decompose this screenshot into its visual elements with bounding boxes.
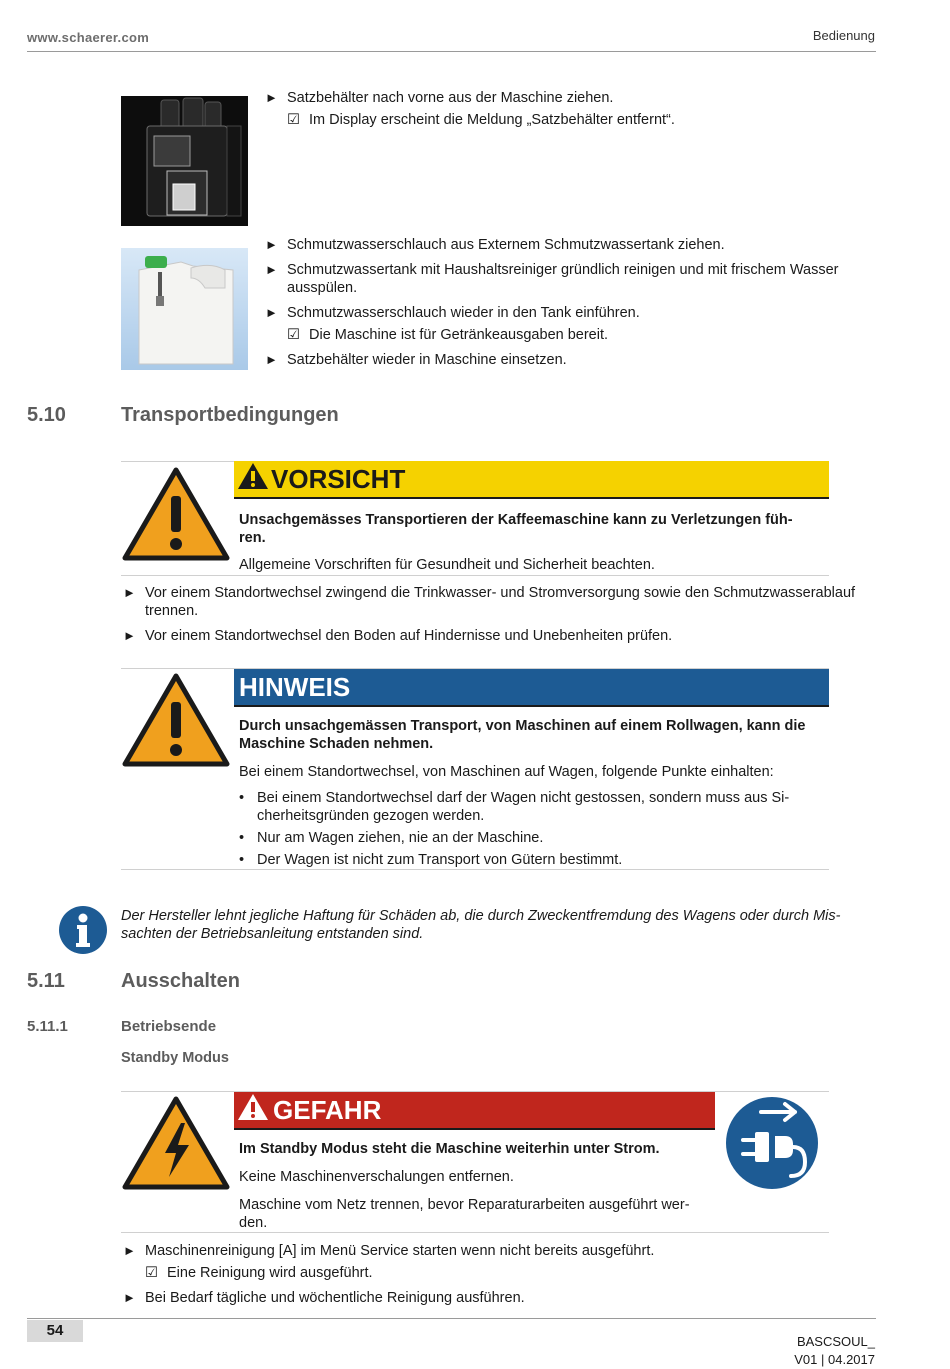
gefahr-bold-text: Im Standby Modus steht die Maschine weiterhin unter Strom. [239, 1141, 660, 1157]
section-title: Transportbedingungen [121, 404, 339, 426]
vorsicht-bold-text: Unsachgemässes Transportieren der Kaffeemaschine kann zu Verletzungen füh-ren. [239, 512, 793, 546]
gefahr-banner: GEFAHR [234, 1092, 715, 1130]
page-number: 54 [27, 1320, 83, 1342]
vorsicht-text: Allgemeine Vorschriften für Gesundheit und Sicherheit beachten. [239, 557, 655, 573]
step-arrow-icon: ► [123, 628, 136, 643]
header-url[interactable]: www.schaerer.com [27, 30, 150, 45]
hinweis-bold-text: Durch unsachgemässen Transport, von Maschinen auf einem Rollwagen, kann die Maschine Schaden nehmen. [239, 718, 806, 752]
document-id: BASCSOUL_ V01 | 04.2017 [794, 1334, 875, 1367]
canister-image [121, 248, 248, 370]
checkbox-icon: ☑ [145, 1265, 158, 1281]
box-bottom-rule [121, 575, 829, 576]
coffee-machine-image [121, 96, 248, 226]
checkbox-icon: ☑ [287, 112, 300, 128]
result-item: ☑ Die Maschine ist für Getränkeausgaben bereit. [287, 327, 609, 343]
checkbox-icon: ☑ [287, 327, 300, 343]
step-item: ► Satzbehälter wieder in Maschine einsetzen. [265, 352, 567, 368]
gefahr-text: Maschine vom Netz trennen, bevor Reparaturarbeiten ausgeführt wer-den. [239, 1197, 690, 1231]
step-item: ► Bei Bedarf tägliche und wöchentliche Reinigung ausführen. [123, 1290, 525, 1306]
info-icon [58, 905, 108, 955]
subheading: Standby Modus [121, 1050, 229, 1066]
step-item: ► Schmutzwasserschlauch aus Externem Schmutzwassertank ziehen. [265, 237, 725, 253]
gefahr-text: Keine Maschinenverschalungen entfernen. [239, 1169, 514, 1185]
step-arrow-icon: ► [265, 262, 278, 277]
subsection-title: Betriebsende [121, 1018, 217, 1035]
box-bottom-rule [121, 1232, 829, 1233]
footer-divider [27, 1318, 876, 1319]
result-item: ☑ Eine Reinigung wird ausgeführt. [145, 1265, 373, 1281]
hinweis-text: Bei einem Standortwechsel, von Maschinen auf Wagen, folgende Punkte einhalten: [239, 764, 774, 780]
step-arrow-icon: ► [123, 585, 136, 600]
bullet-item: • Der Wagen ist nicht zum Transport von Gütern bestimmt. [239, 852, 623, 868]
step-item: ► Vor einem Standortwechsel zwingend die Trinkwasser- und Stromversorgung sowie den Schmutzwasserablauf trennen. [123, 585, 856, 619]
danger-sign-icon [237, 1093, 273, 1128]
subsection-number: 5.11.1 [27, 1018, 68, 1035]
bullet-item: • Bei einem Standortwechsel darf der Wagen nicht gestossen, sondern muss aus Si-cherheitsgründen gezogen werden. [239, 790, 790, 824]
section-number: 5.11 [27, 970, 65, 992]
vorsicht-banner: VORSICHT [234, 461, 829, 499]
step-item: ► Satzbehälter nach vorne aus der Maschine ziehen. [265, 90, 614, 106]
header-section: Bedienung [812, 28, 875, 43]
step-arrow-icon: ► [265, 305, 278, 320]
warning-sign-icon [237, 462, 271, 497]
step-arrow-icon: ► [265, 90, 278, 105]
result-item: ☑ Im Display erscheint die Meldung „Satzbehälter entfernt“. [287, 112, 675, 128]
step-item: ► Vor einem Standortwechsel den Boden auf Hindernisse und Unebenheiten prüfen. [123, 628, 673, 644]
warning-triangle-icon [121, 466, 231, 562]
section-number: 5.10 [27, 404, 66, 426]
step-item: ► Schmutzwasserschlauch wieder in den Tank einführen. [265, 305, 640, 321]
info-note-text: Der Hersteller lehnt jegliche Haftung für Schäden ab, die durch Zweckentfremdung des Wagens oder durch Mis-sachten der Betriebsanleitung entstanden sind. [121, 908, 841, 942]
step-item: ► Schmutzwassertank mit Haushaltsreiniger gründlich reinigen und mit frischem Wasser ausspülen. [265, 262, 839, 296]
step-item: ► Maschinenreinigung [A] im Menü Service starten wenn nicht bereits ausgeführt. [123, 1243, 655, 1259]
high-voltage-icon [121, 1095, 231, 1191]
step-arrow-icon: ► [265, 352, 278, 367]
bullet-item: • Nur am Wagen ziehen, nie an der Maschine. [239, 830, 544, 846]
hinweis-banner: HINWEIS [234, 669, 829, 707]
step-arrow-icon: ► [123, 1243, 136, 1258]
warning-triangle-icon [121, 672, 231, 768]
section-title: Ausschalten [121, 970, 240, 992]
step-arrow-icon: ► [265, 237, 278, 252]
box-bottom-rule [121, 869, 829, 870]
header-divider [27, 51, 876, 52]
disconnect-mains-icon [725, 1096, 819, 1190]
step-arrow-icon: ► [123, 1290, 136, 1305]
